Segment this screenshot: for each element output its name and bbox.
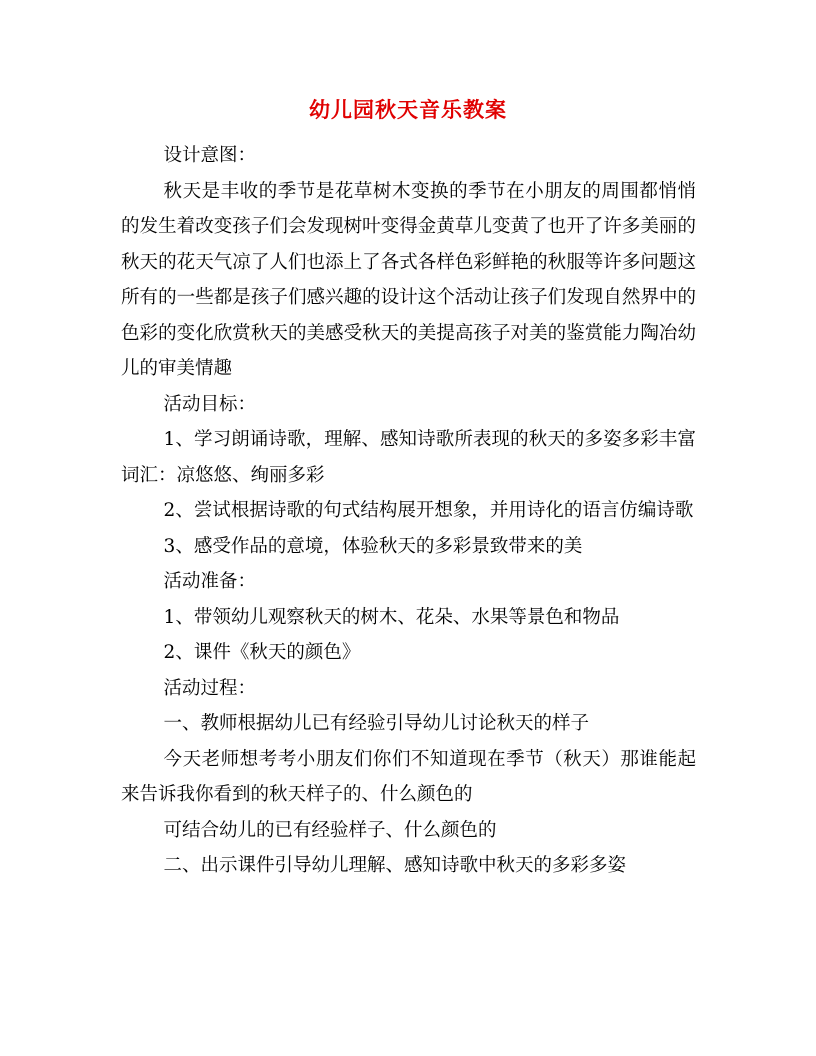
document-body [121,138,696,884]
paragraph-process-step-2: 二、出示课件引导幼儿理解、感知诗歌中秋天的多彩多姿 [163,855,627,876]
paragraph-process-heading: 活动过程： [163,677,257,699]
paragraph-design-intent: 秋天是丰收的季节是花草树木变换的季节在小朋友的周围都悄悄的发生着改变孩子们会发现树叶变得金黄草儿变黄了也开了许多美丽的秋天的花天气凉了人们也添上了各式各样色彩鲜艳的秋服等许多问题这所有的一些都是孩子们感兴趣的设计这个活动让孩子们发现自然界中的色彩的变化欣赏秋天的美感受秋天的美提高孩子对美的鉴赏能力陶冶幼儿的审美情趣 [121,180,696,379]
paragraph-goal-1: 1、学习朗诵诗歌，理解、感知诗歌所表现的秋天的多姿多彩丰富词汇：凉悠悠、绚丽多彩 [121,429,696,486]
document-title: 幼儿园秋天音乐教案 [309,97,507,122]
paragraph-goals-heading: 活动目标： [163,393,257,415]
paragraph-preparation-2: 2、课件《秋天的颜色》 [163,642,361,663]
paragraph-preparation-heading: 活动准备： [163,571,257,592]
paragraph-process-step-1-note: 可结合幼儿的已有经验样子、什么颜色的 [163,819,497,841]
paragraph-process-step-1-detail: 今天老师想考考小朋友们你们不知道现在季节（秋天）那谁能起来告诉我你看到的秋天样子的、什么颜色的 [121,748,696,805]
paragraph-process-step-1: 一、教师根据幼儿已有经验引导幼儿讨论秋天的样子 [163,713,590,734]
paragraph-design-intent-heading: 设计意图： [163,145,257,166]
paragraph-preparation-1: 1、带领幼儿观察秋天的树木、花朵、水果等景色和物品 [163,606,620,628]
paragraph-goal-3: 3、感受作品的意境，体验秋天的多彩景致带来的美 [163,535,583,557]
paragraph-goal-2: 2、尝试根据诗歌的句式结构展开想象，并用诗化的语言仿编诗歌 [163,500,694,521]
